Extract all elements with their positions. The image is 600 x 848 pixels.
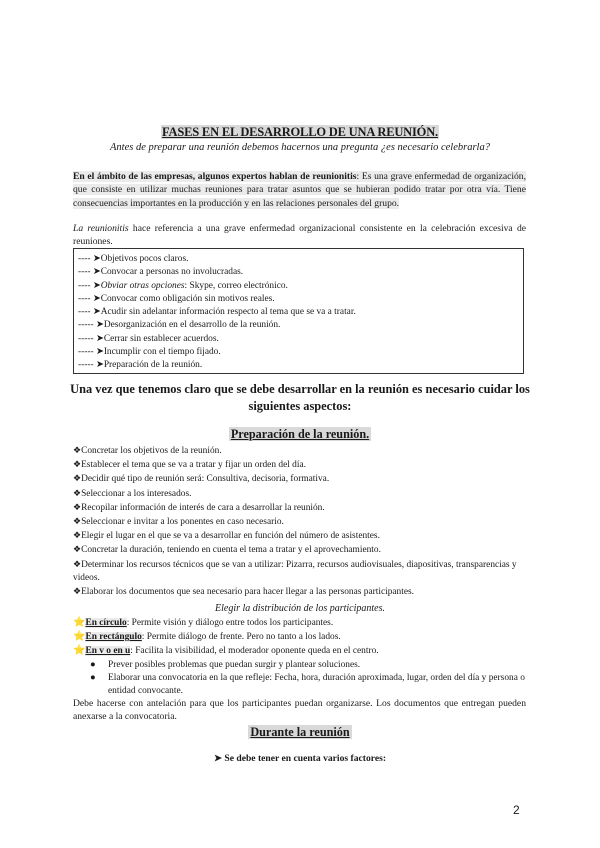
prep-item-text: Seleccionar e invitar a los ponentes en caso necesario. — [81, 517, 284, 528]
distribution-label: En rectángulo — [85, 632, 142, 643]
reunionitis-rest: hace referencia a una grave enfermedad organizacional consistente en la celebración excesiva de reuniones. — [73, 223, 527, 248]
diamond-icon: ❖ — [73, 544, 82, 555]
bullet-icon: ● — [90, 672, 96, 683]
symptom-item — [78, 306, 519, 319]
prep-heading-text: Preparación de la reunión. — [230, 427, 370, 441]
symptom-text: Preparación de la reunión. — [103, 360, 203, 371]
during-heading — [0, 725, 600, 740]
aspects-heading: Una vez que tenemos claro que se debe desarrollar en la reunión es necesario cuidar los siguientes aspectos: — [70, 382, 530, 413]
intro-paragraph — [73, 170, 526, 210]
arrow-icon: ---- ➤ — [78, 293, 101, 304]
prep-item — [73, 543, 526, 557]
star-icon: ⭐ — [73, 617, 86, 628]
reunionitis-italic: La reunionitis — [73, 223, 129, 234]
intro-bold: En el ámbito de las empresas, algunos expertos hablan de reunionitis — [73, 171, 357, 182]
arrow-icon: ----- ➤ — [78, 347, 104, 358]
bullet-item — [73, 672, 526, 698]
arrow-icon: ---- ➤ — [78, 307, 101, 318]
arrow-icon: ---- ➤ — [78, 267, 101, 278]
prep-item — [73, 487, 526, 501]
diamond-icon: ❖ — [73, 501, 82, 512]
distribution-item — [73, 644, 526, 658]
prep-item — [73, 585, 526, 599]
diamond-icon: ❖ — [73, 516, 82, 527]
symptom-text: : Skype, correo electrónico. — [184, 280, 288, 291]
reunionitis-paragraph — [73, 222, 526, 249]
page-title — [0, 125, 600, 140]
distribution-item — [73, 616, 526, 630]
symptom-text: Convocar a personas no involucradas. — [100, 267, 244, 278]
page-number: 2 — [513, 803, 520, 817]
diamond-icon: ❖ — [73, 487, 82, 498]
during-heading-text: Durante la reunión — [250, 725, 350, 739]
star-icon: ⭐ — [73, 645, 86, 657]
prep-item-text: Recopilar información de interés de cara a desarrollar la reunión. — [81, 502, 325, 513]
prep-item — [73, 458, 526, 472]
page-title-text: FASES EN EL DESARROLLO DE UNA REUNIÓN. — [162, 125, 438, 139]
symptoms-box — [73, 248, 524, 374]
symptom-item — [78, 319, 519, 332]
distribution-text: : Permite diálogo de frente. Pero no tanto a los lados. — [141, 632, 341, 643]
symptom-text: Acudir sin adelantar información respecto al tema que se va a tratar. — [100, 307, 356, 318]
symptom-text: Incumplir con el tiempo fijado. — [103, 347, 221, 358]
prep-item-text: Elegir el lugar en el que se va a desarrollar en función del número de asistentes. — [81, 531, 380, 542]
diamond-icon: ❖ — [73, 586, 82, 597]
distribution-text: : Permite visión y diálogo entre todos los participantes. — [126, 618, 334, 628]
symptom-item — [78, 293, 519, 306]
prep-item-text: Seleccionar a los interesados. — [81, 488, 192, 499]
diamond-icon: ❖ — [73, 459, 82, 470]
bullet-text: Prever posibles problemas que puedan surgir y plantear soluciones. — [108, 659, 361, 670]
arrow-icon: ----- ➤ — [78, 360, 104, 371]
distribution-heading: Elegir la distribución de los participantes. — [215, 603, 385, 614]
prep-item-text: Determinar los recursos técnicos que se van a utilizar: Pizarra, recursos audiovisuales, diapositivas, transparencias y videos. — [73, 559, 517, 583]
symptom-item — [78, 346, 519, 359]
symptom-text: Desorganización en el desarrollo de la reunión. — [103, 320, 281, 331]
distribution-list — [73, 616, 526, 698]
arrow-icon: ----- ➤ — [78, 320, 104, 331]
symptom-item — [78, 253, 519, 266]
prep-item — [73, 472, 526, 486]
bullet-text: Elaborar una convocatoria en la que refleje: Fecha, hora, duración aproximada, lugar, orden del día y persona o entidad convocante. — [108, 672, 525, 697]
symptom-text: Convocar como obligación sin motivos reales. — [100, 293, 275, 304]
distribution-item — [73, 630, 526, 644]
bullet-item — [73, 659, 526, 672]
distribution-label: En v o en u — [85, 646, 131, 657]
symptom-text: Cerrar sin establecer acuerdos. — [103, 333, 219, 344]
factors-line: ➤ Se debe tener en cuenta varios factores: — [213, 753, 387, 764]
prep-item-text: Elaborar los documentos que sea necesario para hacer llegar a las personas participantes. — [81, 587, 415, 598]
symptom-italic: Obviar otras opciones — [100, 280, 185, 291]
prep-item-text: Decidir qué tipo de reunión será: Consultiva, decisoria, formativa. — [81, 474, 330, 485]
diamond-icon: ❖ — [73, 473, 82, 484]
diamond-icon: ❖ — [73, 530, 82, 541]
symptom-item — [78, 266, 519, 279]
symptom-item — [78, 359, 519, 372]
closing-paragraph: Debe hacerse con antelación para que los participantes puedan organizarse. Los documentos que entregan pueden anexarse a la convocatoria. — [73, 698, 526, 723]
prep-item — [73, 558, 526, 585]
symptom-item — [78, 280, 519, 293]
prep-item-text: Concretar la duración, teniendo en cuenta el tema a tratar y el aprovechamiento. — [81, 545, 381, 556]
prep-item — [73, 529, 526, 543]
arrow-icon: ---- ➤ — [78, 280, 101, 291]
distribution-label: En círculo — [85, 618, 127, 628]
prep-item — [73, 444, 526, 458]
bullet-icon: ● — [90, 659, 96, 670]
prep-item — [73, 515, 526, 529]
symptom-text: Objetivos pocos claros. — [100, 254, 189, 264]
star-icon: ⭐ — [73, 631, 86, 643]
diamond-icon: ❖ — [73, 445, 82, 455]
prep-list — [73, 444, 526, 599]
subtitle: Antes de preparar una reunión debemos hacernos una pregunta ¿es necesario celebrarla? — [110, 142, 490, 153]
distribution-text: : Facilita la visibilidad, el moderador oponente queda en el centro. — [130, 646, 379, 657]
arrow-icon: ---- ➤ — [78, 254, 101, 264]
symptom-item — [78, 333, 519, 346]
prep-item-text: Concretar los objetivos de la reunión. — [81, 446, 222, 456]
arrow-icon: ----- ➤ — [78, 333, 104, 344]
prep-heading — [0, 427, 600, 442]
intro-rest: : Es una grave enfermedad de organización, que consiste en utilizar muchas reuniones para tratar asuntos que se hubieran podido tratar por otra vía. Tiene consecuencias importantes en la producción y en las relaciones personales del grupo. — [73, 171, 527, 209]
prep-item-text: Establecer el tema que se va a tratar y fijar un orden del día. — [81, 460, 306, 471]
prep-item — [73, 501, 526, 515]
diamond-icon: ❖ — [73, 558, 82, 569]
